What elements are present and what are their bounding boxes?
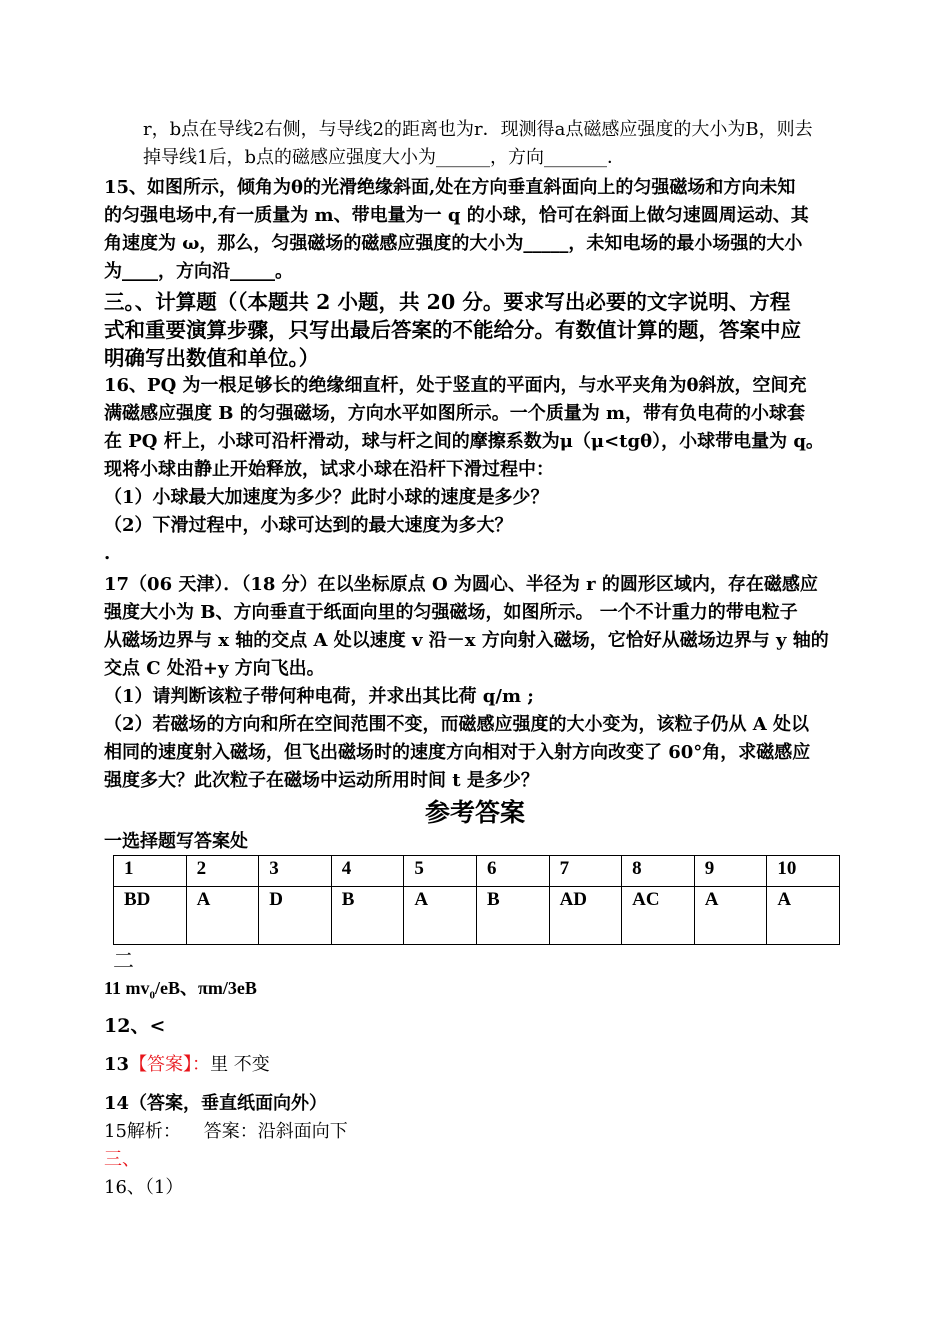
- answers-section3-label: 三、: [104, 1149, 140, 1170]
- answer-table-value: B: [476, 887, 549, 945]
- answer-table-value: AD: [549, 887, 622, 945]
- q17-text-line-2: 强度大小为 B、方向垂直于纸面向里的匀强磁场，如图所示。 一个不计重力的带电粒子: [104, 602, 798, 623]
- q17-sub2-line-2: 相同的速度射入磁场，但飞出磁场时的速度方向相对于入射方向改变了 60°角，求磁感应: [104, 742, 811, 763]
- answer-table-number: 1: [114, 856, 187, 887]
- answer-table-number: 7: [549, 856, 622, 887]
- q14-text-line-1: r，b点在导线2右侧，与导线2的距离也为r．现测得a点磁感应强度的大小为B，则去: [143, 119, 813, 140]
- q17-sub2-line-3: 强度多大？此次粒子在磁场中运动所用时间 t 是多少？: [104, 770, 539, 791]
- q17-text-line-4: 交点 C 处沿+y 方向飞出。: [104, 658, 325, 679]
- answer-table-number: 4: [331, 856, 404, 887]
- stray-dot: .: [104, 543, 111, 564]
- answer-13-number: 13: [104, 1054, 130, 1075]
- q17-sub1: （1）请判断该粒子带何种电荷，并求出其比荷 q/m ;: [104, 686, 534, 707]
- answer-table-number: 6: [476, 856, 549, 887]
- answer-13-label: 【答案】：: [129, 1054, 211, 1075]
- answer-table: [113, 855, 840, 945]
- answer-table-value: B: [331, 887, 404, 945]
- answer-11-rest: /eB、πm/3eB: [155, 978, 257, 998]
- answer-11-subscript: 0: [149, 989, 156, 1002]
- answer-table-value: A: [767, 887, 840, 945]
- q16-text-line-4: 现将小球由静止开始释放，试求小球在沿杆下滑过程中：: [104, 459, 554, 480]
- answers-title: 参考答案: [424, 798, 525, 827]
- answer-table-value: BD: [114, 887, 187, 945]
- q16-text-line-1: 16、PQ 为一根足够长的绝缘细直杆，处于竖直的平面内，与水平夹角为θ斜放，空间充: [104, 375, 807, 396]
- q17-text-line-1: 17（06 天津）．（18 分）在以坐标原点 O 为圆心、半径为 r 的圆形区域内，存在磁感应: [104, 574, 818, 595]
- q17-text-line-3: 从磁场边界与 x 轴的交点 A 处以速度 v 沿－x 方向射入磁场，它恰好从磁场边界与 y 轴的: [104, 630, 829, 651]
- answer-13-text: 里 不变: [210, 1054, 270, 1075]
- q16-text-line-3: 在 PQ 杆上，小球可沿杆滑动，球与杆之间的摩擦系数为μ（μ<tgθ），小球带电量为 q。: [104, 431, 824, 452]
- section3-heading-line-2: 式和重要演算步骤，只写出最后答案的不能给分。有数值计算的题，答案中应: [104, 318, 801, 342]
- answer-table-value: A: [694, 887, 767, 945]
- answer-12: 12、<: [104, 1015, 166, 1037]
- q16-text-line-2: 满磁感应强度 B 的匀强磁场，方向水平如图所示。一个质量为 m，带有负电荷的小球套: [104, 403, 806, 424]
- answer-16: 16、（1）: [104, 1177, 184, 1198]
- answer-table-value: A: [404, 887, 477, 945]
- q15-text-line-2: 的匀强电场中,有一质量为 m、带电量为一 q 的小球，恰可在斜面上做匀速圆周运动、其: [104, 205, 809, 226]
- answer-table-value: D: [259, 887, 332, 945]
- answers-section1-label: 一选择题写答案处: [104, 831, 248, 852]
- q16-sub1: （1）小球最大加速度为多少？此时小球的速度是多少？: [104, 487, 549, 508]
- q14-text-line-2: 掉导线1后，b点的磁感应强度大小为______，方向_______．: [143, 147, 625, 168]
- answer-table-header-row: [114, 856, 840, 887]
- section3-heading-line-1: 三。、计算题（（本题共 2 小题，共 20 分。要求写出必要的文字说明、方程: [104, 290, 791, 314]
- answer-11-main: 11 mv: [104, 978, 150, 998]
- answer-table-number: 5: [404, 856, 477, 887]
- answer-11: [104, 977, 257, 1007]
- answers-section2-label: 二: [113, 949, 134, 973]
- q16-sub2: （2）下滑过程中，小球可达到的最大速度为多大？: [104, 515, 513, 536]
- answer-table-number: 2: [186, 856, 259, 887]
- q15-text-line-1: 15、如图所示，倾角为θ的光滑绝缘斜面,处在方向垂直斜面向上的匀强磁场和方向未知: [104, 177, 796, 198]
- answer-table-value: A: [186, 887, 259, 945]
- answer-15: 15解析： 答案：沿斜面向下: [104, 1121, 348, 1142]
- q17-sub2-line-1: （2）若磁场的方向和所在空间范围不变，而磁感应强度的大小变为，该粒子仍从 A 处以: [104, 714, 810, 735]
- answer-table-number: 10: [767, 856, 840, 887]
- answer-table-values-row: [114, 887, 840, 945]
- answer-table-number: 3: [259, 856, 332, 887]
- answer-13: [104, 1054, 270, 1076]
- answer-table-number: 8: [622, 856, 695, 887]
- answer-14: 14（答案，垂直纸面向外）: [104, 1093, 328, 1114]
- q15-text-line-3: 角速度为 ω，那么，匀强磁场的磁感应强度的大小为_____，未知电场的最小场强的大小: [104, 233, 803, 254]
- answer-table-number: 9: [694, 856, 767, 887]
- q15-text-line-4: 为____，方向沿_____。: [104, 261, 293, 282]
- section3-heading-line-3: 明确写出数值和单位。）: [104, 346, 320, 370]
- answer-table-value: AC: [622, 887, 695, 945]
